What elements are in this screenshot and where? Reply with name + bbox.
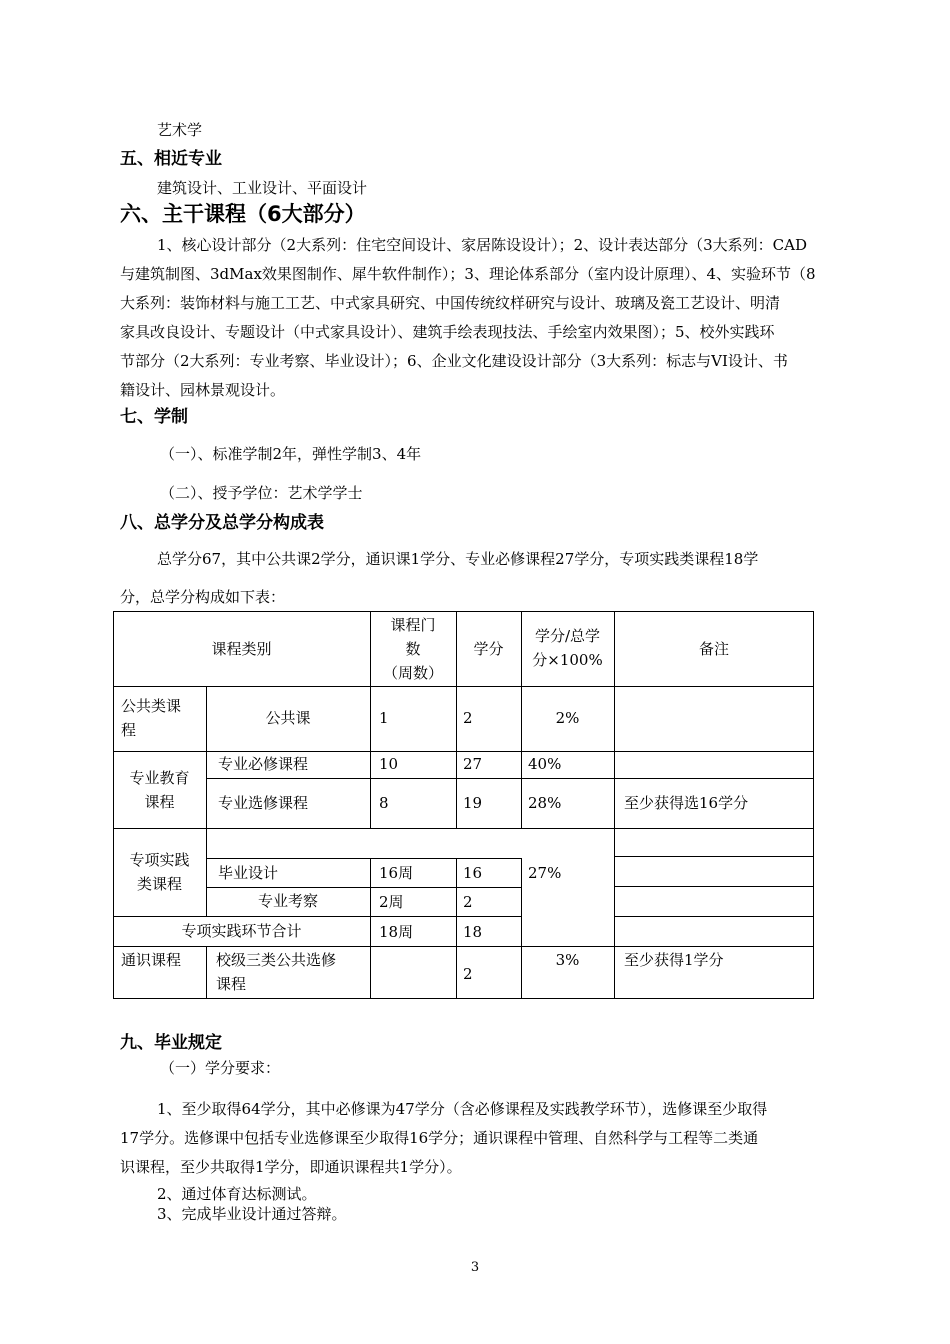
- section9-req1-line: 1、至少取得64学分，其中必修课为47学分（含必修课程及实践教学环节），选修课至少取得: [157, 1100, 768, 1118]
- section6-heading: 六、主干课程（6大部分）: [120, 202, 366, 226]
- general-course-line: 校级三类公共选修: [216, 951, 337, 969]
- public-course: 公共课: [265, 709, 311, 727]
- header-ratio-line: 学分/总学: [534, 627, 601, 645]
- section7-item2: （二）、授予学位：艺术学学士: [160, 484, 363, 502]
- practice-category-line: 类课程: [136, 875, 182, 893]
- elective-course: 专业选修课程: [218, 794, 309, 812]
- section9-req1: [120, 1095, 832, 1182]
- header-notes: 备注: [698, 640, 729, 658]
- section9-heading: 九、毕业规定: [120, 1033, 222, 1053]
- section5-body: 建筑设计、工业设计、平面设计: [157, 179, 368, 197]
- section6-body: [120, 231, 832, 405]
- header-ratio: [521, 624, 614, 672]
- general-credits: 2: [463, 965, 473, 983]
- section6-line: 大系列：装饰材料与施工工艺、中式家具研究、中国传统纹样研究与设计、玻璃及瓷工艺设计、明清: [120, 294, 781, 312]
- public-ratio: 2%: [555, 709, 580, 727]
- section6-line: 与建筑制图、3dMax效果图制作、犀牛软件制作）；3、理论体系部分（室内设计原理）、4、实验环节（8: [120, 265, 816, 283]
- public-category: [121, 694, 205, 742]
- page-number: 3: [470, 1260, 480, 1275]
- survey-course: 专业考察: [257, 892, 318, 910]
- header-count: [370, 613, 456, 685]
- section8-intro-line2: 分，总学分构成如下表：: [120, 588, 286, 606]
- general-notes: 至少获得1学分: [624, 951, 724, 969]
- public-category-line: 程: [121, 721, 137, 739]
- survey-count: 2周: [379, 893, 404, 911]
- public-credits: 2: [463, 709, 473, 727]
- section9-req1-line: 识课程，至少共取得1学分，即通识课程共1学分）。: [120, 1158, 462, 1176]
- required-course: 专业必修课程: [218, 755, 309, 773]
- practice-subtotal-count: 18周: [379, 923, 414, 941]
- elective-notes: 至少获得选16学分: [624, 794, 749, 812]
- professional-category-line: 专业教育: [129, 769, 190, 787]
- practice-category: [113, 848, 206, 896]
- practice-subtotal-credits: 18: [463, 923, 483, 941]
- header-count-line: （周数）: [382, 664, 443, 682]
- section9-req1-line: 17学分。选修课中包括专业选修课至少取得16学分；通识课程中管理、自然科学与工程等二类通: [120, 1129, 759, 1147]
- header-credits: 学分: [473, 640, 504, 658]
- survey-credits: 2: [463, 893, 473, 911]
- public-count: 1: [379, 709, 389, 727]
- professional-category: [113, 766, 206, 814]
- elective-ratio: 28%: [528, 794, 562, 812]
- required-ratio: 40%: [528, 755, 562, 773]
- section7-item1: （一）、标准学制2年，弹性学制3、4年: [160, 445, 422, 463]
- elective-credits: 19: [463, 794, 483, 812]
- graduation-course: 毕业设计: [218, 864, 279, 882]
- prev-section-content: 艺术学: [157, 121, 203, 139]
- section9-req2: 2、通过体育达标测试。: [157, 1185, 317, 1203]
- section5-heading: 五、相近专业: [120, 149, 222, 169]
- general-ratio: 3%: [555, 951, 580, 969]
- header-ratio-line: 分×100%: [532, 651, 603, 669]
- section6-line: 1、核心设计部分（2大系列：住宅空间设计、家居陈设设计）；2、设计表达部分（3大系列：CAD: [157, 236, 808, 254]
- section6-line: 籍设计、园林景观设计。: [120, 381, 286, 399]
- practice-category-line: 专项实践: [129, 851, 190, 869]
- section9-req3: 3、完成毕业设计通过答辩。: [157, 1205, 347, 1223]
- section6-line: 节部分（2大系列：专业考察、毕业设计）；6、企业文化建设设计部分（3大系列：标志与VI设计、书: [120, 352, 788, 370]
- practice-ratio: 27%: [528, 864, 562, 882]
- graduation-credits: 16: [463, 864, 483, 882]
- required-count: 10: [379, 755, 399, 773]
- section8-intro-line1: 总学分67，其中公共课2学分，通识课1学分、专业必修课程27学分，专项实践类课程18学: [157, 550, 759, 568]
- section6-line: 家具改良设计、专题设计（中式家具设计）、建筑手绘表现技法、手绘室内效果图）；5、校外实践环: [120, 323, 775, 341]
- required-credits: 27: [463, 755, 483, 773]
- elective-count: 8: [379, 794, 389, 812]
- graduation-count: 16周: [379, 864, 414, 882]
- header-category: 课程类别: [211, 640, 272, 658]
- credit-table: [113, 611, 814, 999]
- section8-heading: 八、总学分及总学分构成表: [120, 513, 324, 533]
- general-course-line: 课程: [216, 975, 247, 993]
- section9-sub1: （一）学分要求：: [160, 1059, 281, 1077]
- professional-category-line: 课程: [144, 793, 175, 811]
- header-count-line: 课程门: [390, 616, 436, 634]
- general-course: [216, 948, 368, 996]
- public-category-line: 公共类课: [121, 697, 182, 715]
- section7-heading: 七、学制: [120, 407, 188, 427]
- practice-subtotal-label: 专项实践环节合计: [181, 922, 302, 940]
- header-count-line: 数: [405, 640, 421, 658]
- general-category: 通识课程: [121, 951, 182, 969]
